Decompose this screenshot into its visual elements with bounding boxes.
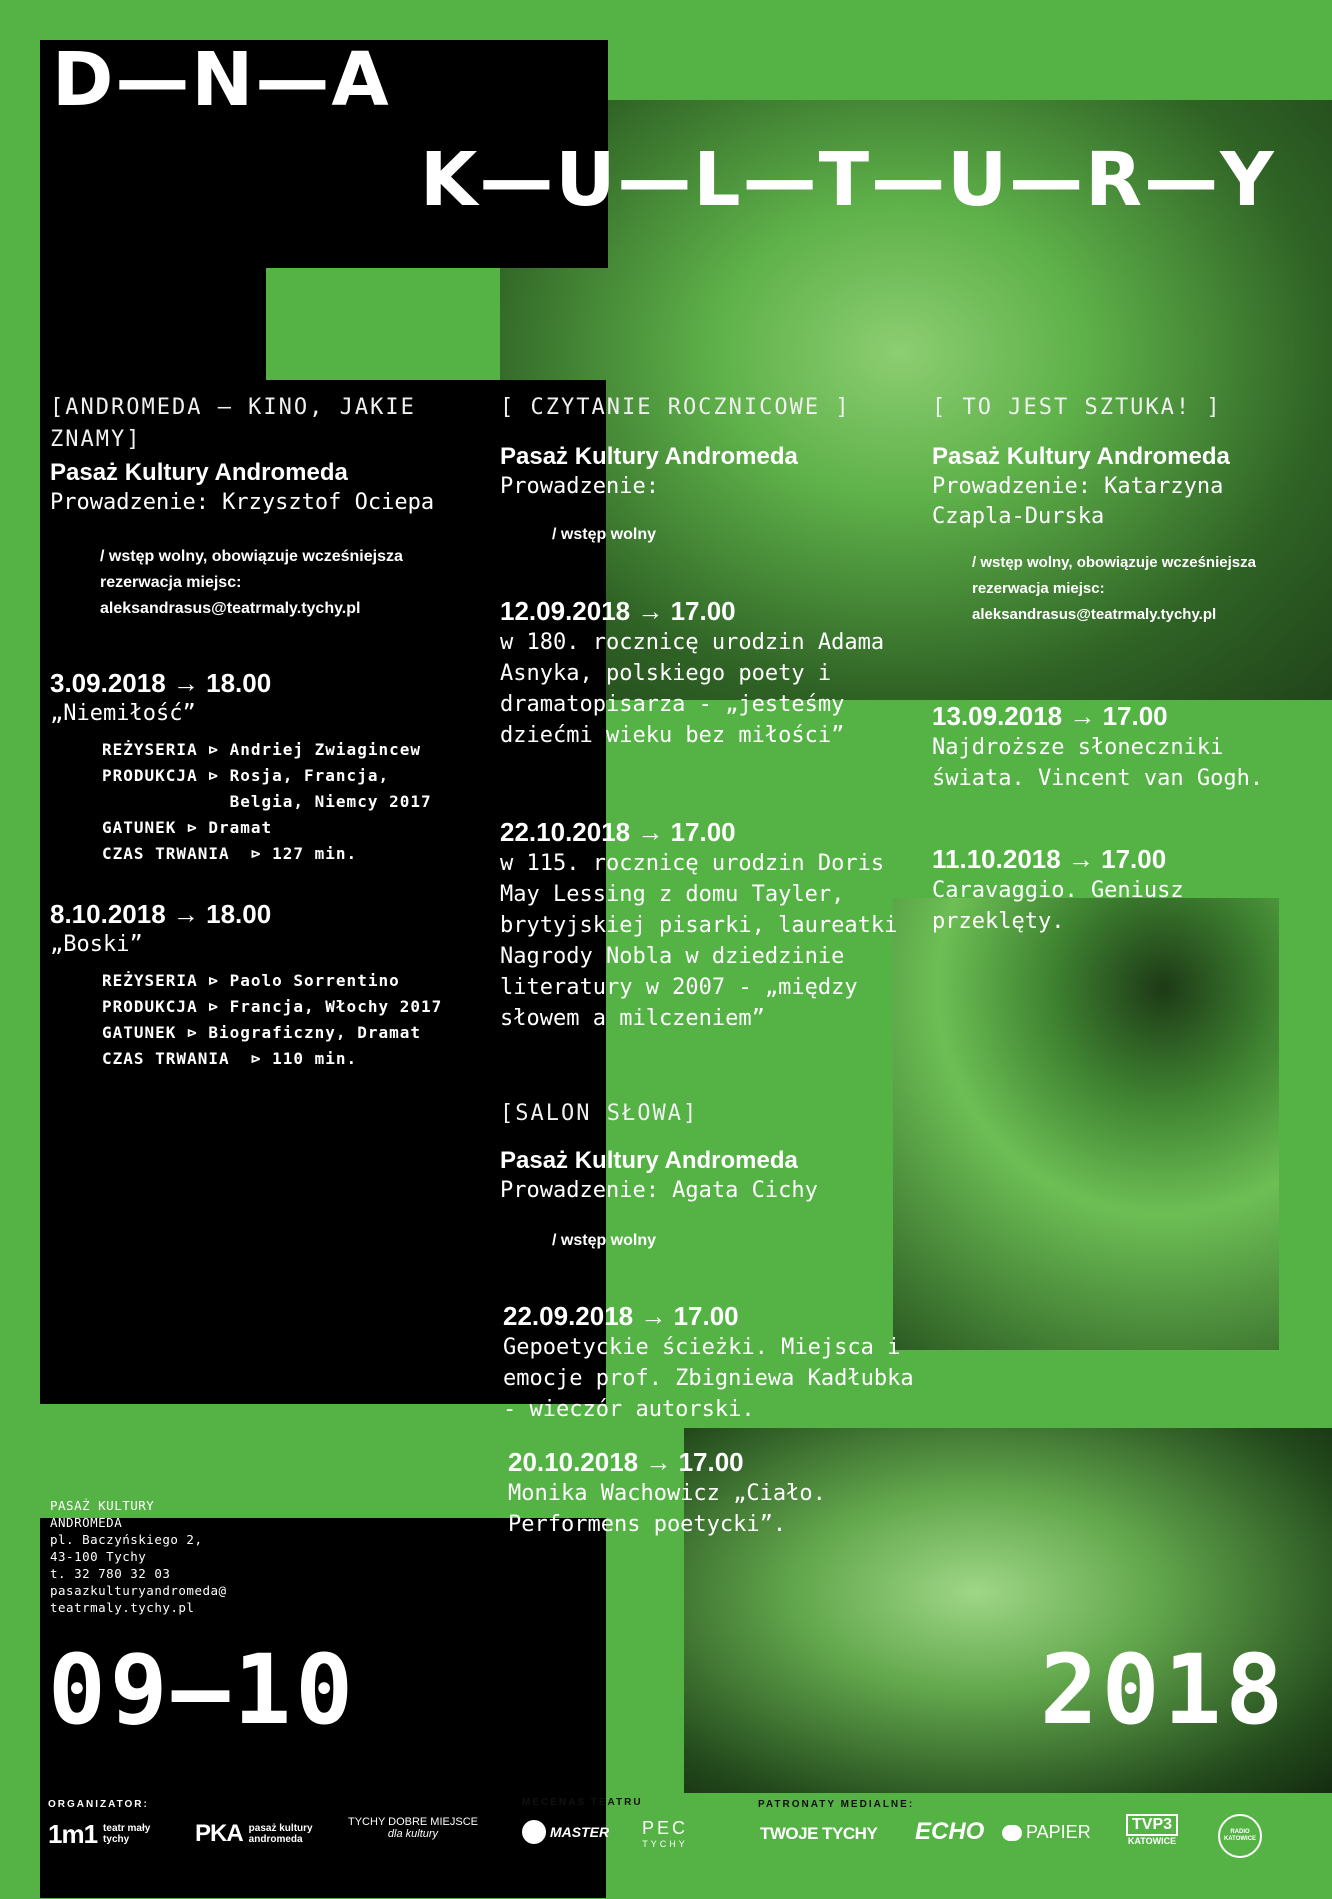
section-to-jest-sztuka — [932, 392, 1312, 628]
host: Prowadzenie: Katarzyna Czapla-Durska — [932, 474, 1224, 529]
media-label: PATRONATY MEDIALNE: — [758, 1799, 915, 1810]
teatr-maly-text: teatr mały tychy — [103, 1823, 151, 1845]
host: Prowadzenie: Agata Cichy — [500, 1178, 818, 1203]
address-line: ANDROMEDA — [50, 1515, 123, 1530]
event-text: Monika Wachowicz „Ciało. Performens poetycki”. — [508, 1481, 826, 1537]
twoje-tychy-logo: TWOJE TYCHY — [760, 1824, 878, 1843]
echo-logo: ECHO — [915, 1818, 985, 1845]
tychy-logo — [348, 1816, 478, 1840]
entry-note: / wstęp wolny, obowiązuje wcześniejsza rezerwacja miejsc: aleksandrasus@teatrmaly.tychy.pl — [100, 548, 403, 617]
film-title: „Niemiłość” — [50, 701, 196, 726]
radio-text: RADIO KATOWICE — [1223, 1829, 1257, 1842]
address-line: pl. Baczyńskiego 2, — [50, 1532, 203, 1547]
organizer-label: ORGANIZATOR: — [48, 1799, 149, 1810]
master-text: MASTER — [550, 1824, 610, 1840]
title-line-1: D—N—A — [52, 37, 391, 123]
title-line-2: K—U—L—T—U—R—Y — [420, 137, 1276, 223]
tvp3-logo — [1126, 1814, 1178, 1846]
entry-note: / wstęp wolny — [552, 526, 657, 543]
entry-note: / wstęp wolny — [552, 1232, 657, 1249]
pec-logo — [642, 1818, 688, 1849]
address — [50, 1497, 227, 1616]
art-event-2 — [932, 843, 1192, 937]
teatr-maly-logo: 1m1 teatr mały tychy — [48, 1818, 165, 1850]
master-logo — [522, 1820, 609, 1844]
radio-katowice-logo — [1218, 1814, 1262, 1858]
venue: Pasaż Kultury Andromeda — [500, 1147, 798, 1174]
host: Prowadzenie: — [500, 474, 659, 499]
section-salon-slowa — [500, 1098, 920, 1254]
pec-sub: TYCHY — [642, 1839, 688, 1849]
venue: Pasaż Kultury Andromeda — [932, 443, 1230, 470]
address-line: t. 32 780 32 03 — [50, 1566, 171, 1581]
patron-label: MECENAS TEATRU — [522, 1797, 643, 1808]
event-date: 22.09.2018 → 17.00 — [503, 1301, 739, 1331]
year: 2018 — [1040, 1634, 1288, 1746]
pka-text: pasaż kultury andromeda — [248, 1823, 313, 1845]
event-text: Caravaggio. Geniusz przeklęty. — [932, 878, 1184, 934]
tvp3-text: TVP3 — [1126, 1814, 1178, 1836]
section-heading: [ CZYTANIE ROCZNICOWE ] — [500, 395, 851, 420]
event-text: w 115. rocznicę urodzin Doris May Lessing z domu Tayler, brytyjskiej pisarki, laureatki Nagrody Nobla w dziedzinie literatury w 2007 - „między słowem a milczeniem” — [500, 851, 898, 1031]
event-date: 11.10.2018 → 17.00 — [932, 844, 1167, 874]
event-date: 22.10.2018 → 17.00 — [500, 817, 736, 847]
event-date: 3.09.2018 → 18.00 — [50, 668, 272, 698]
section-czytanie — [500, 392, 920, 548]
event-date: 12.09.2018 → 17.00 — [500, 596, 736, 626]
venue: Pasaż Kultury Andromeda — [50, 459, 348, 486]
venue: Pasaż Kultury Andromeda — [500, 443, 798, 470]
entry-note: / wstęp wolny, obowiązuje wcześniejsza rezerwacja miejsc: aleksandrasus@teatrmaly.tychy.pl — [972, 554, 1256, 623]
film-event-2 — [50, 898, 490, 1072]
section-heading: [ TO JEST SZTUKA! ] — [932, 395, 1222, 420]
event-date: 8.10.2018 → 18.00 — [50, 899, 272, 929]
film-title: „Boski” — [50, 932, 143, 957]
event-date: 13.09.2018 → 17.00 — [932, 701, 1168, 731]
section-heading: [ANDROMEDA — KINO, JAKIE ZNAMY] — [50, 395, 416, 452]
papier-logo — [1002, 1822, 1091, 1843]
address-line: 43-100 Tychy — [50, 1549, 147, 1564]
event-date: 20.10.2018 → 17.00 — [508, 1447, 744, 1477]
reading-event-1 — [500, 595, 910, 751]
salon-event-1 — [503, 1300, 923, 1425]
event-text: w 180. rocznicę urodzin Adama Asnyka, polskiego poety i dramatopisarza - „jesteśmy dziećmi wieku bez miłości” — [500, 630, 885, 748]
section-heading: [SALON SŁOWA] — [500, 1101, 699, 1126]
black-block-left — [40, 268, 266, 380]
address-line: pasazkulturyandromeda@ — [50, 1583, 227, 1598]
section-andromeda-kino — [50, 392, 480, 622]
tychy-sub: dla kultury — [387, 1828, 439, 1840]
pka-logo: PKA pasaż kultury andromeda — [195, 1818, 327, 1850]
months: 09—10 — [48, 1634, 357, 1746]
film-credits: REŻYSERIA ⊳ Andriej Zwiagincew PRODUKCJA ⊳ Rosja, Francja, Belgia, Niemcy 2017 GATUNEK ⊳ Dramat CZAS TRWANIA ⊳ 127 min. — [102, 740, 432, 863]
papier-text: PAPIER — [1026, 1822, 1091, 1842]
address-line: teatrmaly.tychy.pl — [50, 1600, 195, 1615]
sunflowers-photo — [893, 898, 1279, 1350]
event-text: Najdroższe słoneczniki świata. Vincent van Gogh. — [932, 735, 1264, 791]
host: Prowadzenie: Krzysztof Ociepa — [50, 490, 435, 515]
event-text: Gepoetyckie ścieżki. Miejsca i emocje prof. Zbigniewa Kadłubka - wieczór autorski. — [503, 1335, 914, 1422]
tychy-text: TYCHY DOBRE MIEJSCE — [348, 1816, 478, 1828]
film-event-1 — [50, 667, 490, 867]
film-credits: REŻYSERIA ⊳ Paolo Sorrentino PRODUKCJA ⊳ Francja, Włochy 2017 GATUNEK ⊳ Biograficzny, Dramat CZAS TRWANIA ⊳ 110 min. — [102, 971, 443, 1068]
art-event-1 — [932, 700, 1312, 794]
address-line: PASAŻ KULTURY — [50, 1498, 155, 1513]
tvp3-sub: KATOWICE — [1127, 1836, 1177, 1846]
salon-event-2 — [508, 1446, 948, 1540]
pec-text: PEC — [642, 1818, 689, 1838]
reading-event-2 — [500, 816, 920, 1034]
